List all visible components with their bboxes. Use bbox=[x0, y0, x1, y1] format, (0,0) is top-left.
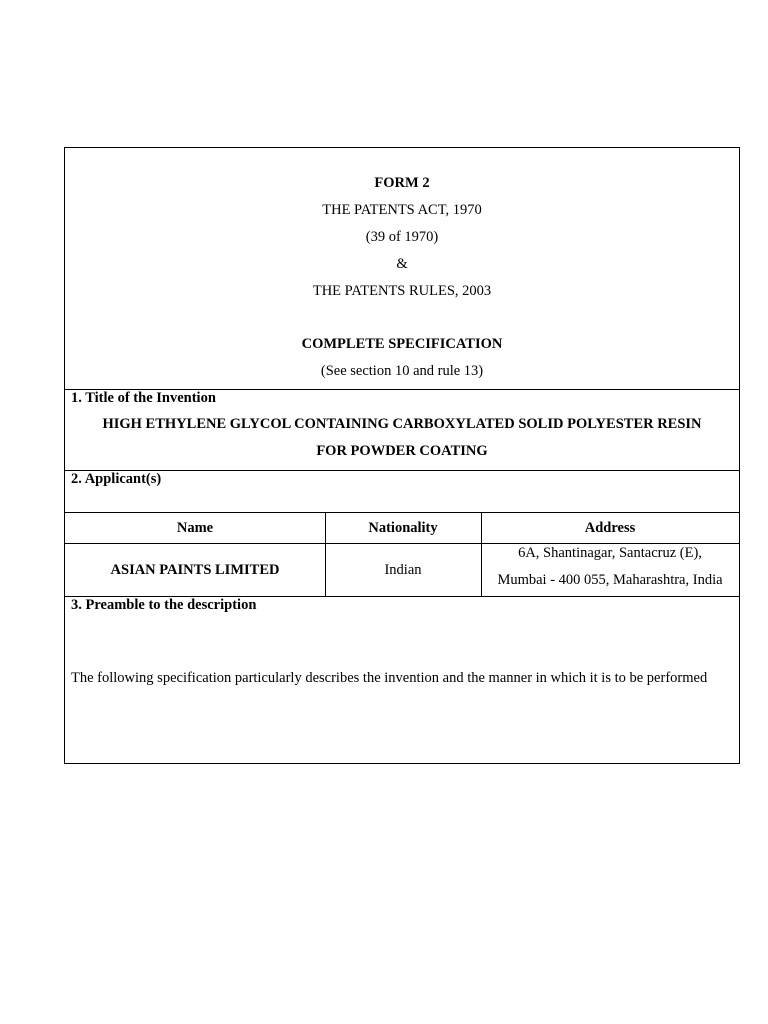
address-line-2: Mumbai - 400 055, Maharashtra, India bbox=[497, 572, 723, 588]
section-2-label: 2. Applicant(s) bbox=[71, 471, 162, 487]
act-number: (39 of 1970) bbox=[365, 229, 439, 245]
invention-title-line-2: FOR POWDER COATING bbox=[316, 443, 488, 459]
ampersand: & bbox=[396, 256, 408, 272]
column-divider bbox=[325, 512, 326, 596]
rules-title: THE PATENTS RULES, 2003 bbox=[312, 283, 492, 299]
form-header bbox=[65, 148, 739, 389]
specification-reference: (See section 10 and rule 13) bbox=[320, 363, 484, 379]
column-header-name: Name bbox=[176, 519, 214, 536]
column-header-nationality: Nationality bbox=[368, 519, 438, 536]
section-3-label: 3. Preamble to the description bbox=[71, 597, 257, 613]
act-title: THE PATENTS ACT, 1970 bbox=[322, 202, 482, 218]
column-header-address: Address bbox=[584, 519, 636, 536]
applicant-address bbox=[481, 543, 739, 596]
patent-form bbox=[64, 147, 740, 764]
address-line-1: 6A, Shantinagar, Santacruz (E), bbox=[518, 545, 702, 561]
form-title: FORM 2 bbox=[374, 175, 430, 191]
invention-title-line-1: HIGH ETHYLENE GLYCOL CONTAINING CARBOXYLATED SOLID POLYESTER RESIN bbox=[102, 416, 702, 432]
applicant-name: ASIAN PAINTS LIMITED bbox=[110, 561, 280, 578]
applicant-nationality: Indian bbox=[384, 561, 422, 578]
preamble-text: The following specification particularly describes the invention and the manner in which it is to be performed bbox=[71, 670, 708, 686]
specification-title: COMPLETE SPECIFICATION bbox=[301, 336, 503, 352]
section-1-label: 1. Title of the Invention bbox=[71, 390, 216, 406]
divider bbox=[65, 470, 739, 471]
column-divider bbox=[481, 512, 482, 596]
